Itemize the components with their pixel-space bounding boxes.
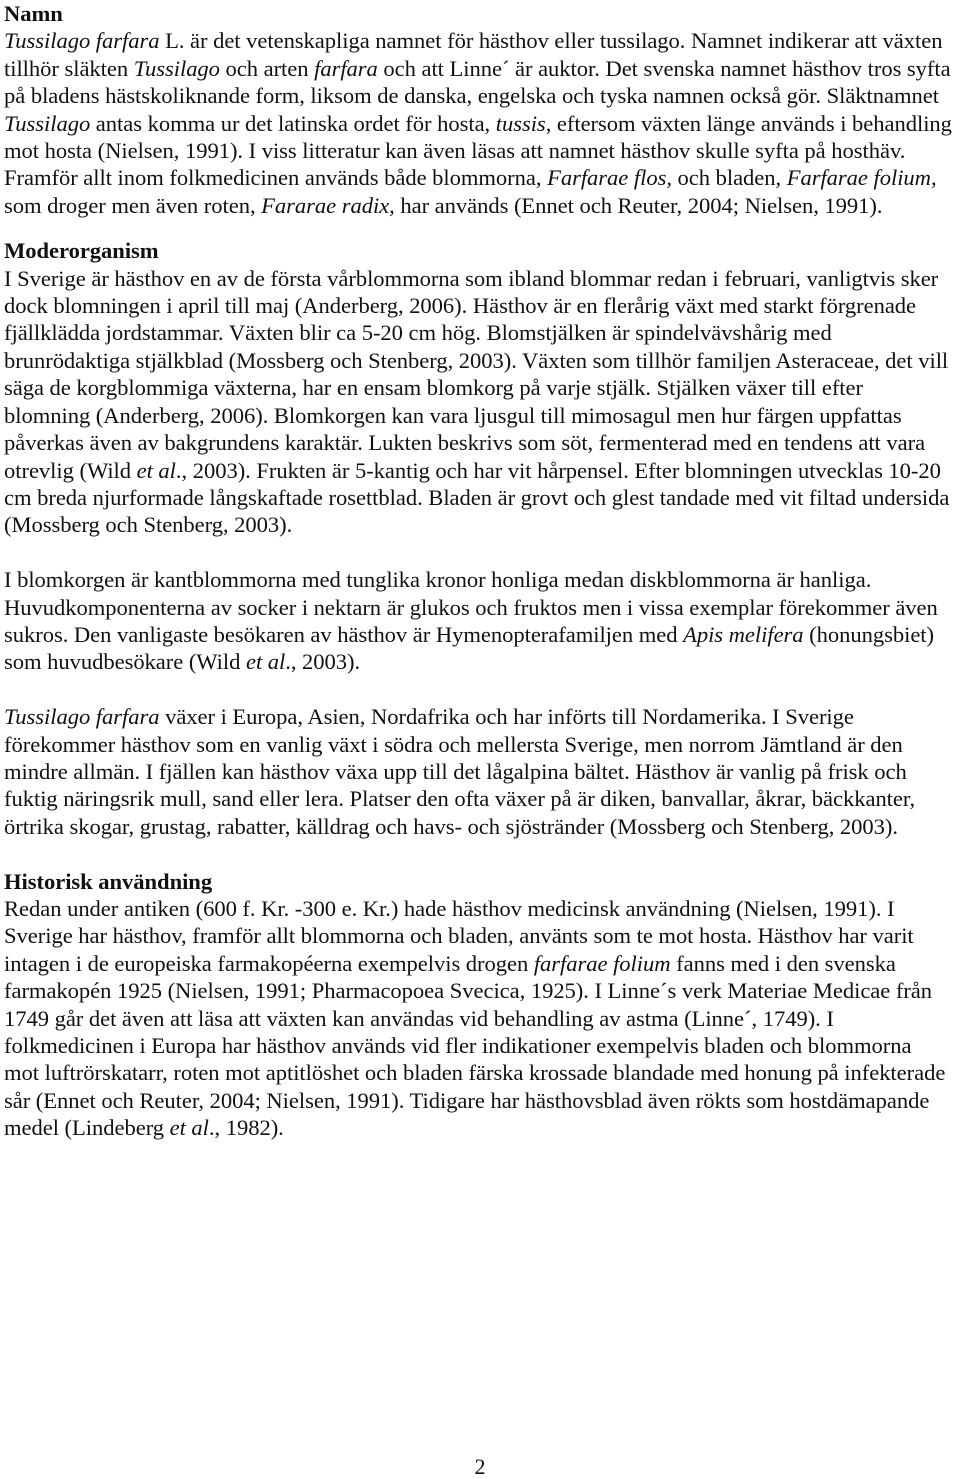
heading-moderorganism: Moderorganism [4,238,159,264]
paragraph-spacer [4,676,952,703]
text-run: antas komma ur det latinska ordet för hosta, [90,110,496,136]
text-run: ., 2003). [285,649,361,675]
text-run: och att Linne´ är auktor. Det svenska namnet hästhov tros syfta på bladens hästskoliknande form, liksom de danska, engelska och tyska namnen också gör. Släktnamnet [4,55,951,109]
text-run: fanns med i den svenska farmakopén 1925 (Nielsen, 1991; Pharmacopoea Svecica, 1925). I Linne´s verk Materiae Medicae från 1749 går det även att läsa att växten kan användas vid behandling av astma (Linne´, 1749). I folkmedicinen i Europa har hästhov används vid fler indikationer exempelvis bladen och blommorna mot luftrörskatarr, roten mot aptitlöshet och bladen färska krossade blandade med honung på infekterade sår (Ennet och Reuter, 2004; Nielsen, 1991). Tidigare har hästhovsblad även rökts som hostdämapande medel (Lindeberg [4,950,946,1141]
italic-text-run: et al [169,1115,209,1141]
italic-text-run: Tussilago farfara [4,28,160,54]
text-run: ., 1982). [208,1115,284,1141]
section-blomkorg [4,566,952,676]
text-run: I Sverige är hästhov en av de första vårblommorna som ibland blommar redan i februari, vanligtvis sker dock blomningen i april till maj (Anderberg, 2006). Hästhov är en flerårig växt med starkt förgrenade fjällklädda jordstammar. Växten blir ca 5-20 cm hög. Blomstjälken är spindelvävshårig med brunrödaktiga stjälkblad (Mossberg och Stenberg, 2003). Växten som tillhör familjen Asteraceae, det vill säga de korgblommiga växterna, har en ensam blomkorg på varje stjälk. Stjälken växer till efter blomning (Anderberg, 2006). Blomkorgen kan vara ljusgul till mimosagul men hur färgen uppfattas påverkas även av bakgrundens karaktär. Lukten beskrivs som söt, fermenterad med en tendens att vara otrevlig (Wild [4,265,949,483]
text-run: L. är det vetenskapliga namnet för hästhov eller tussilago. Namnet indikerar att växten tillhör släkten [4,28,943,81]
document-body [4,0,952,1142]
italic-text-run: et al [136,457,176,483]
paragraph-moderorganism [4,265,952,539]
italic-text-run: farfarae folium [533,950,671,976]
text-run: och arten [219,55,315,81]
text-run: och bladen, [671,165,787,191]
paragraph-spacer [4,219,952,237]
italic-text-run: Tussilago farfara [4,704,160,730]
text-run: , som droger men även roten, [4,165,937,218]
paragraph-namn [4,27,952,219]
section-historisk [4,868,952,1142]
text-run: Redan under antiken (600 f. Kr. -300 e. Kr.) hade hästhov medicinsk användning (Nielsen, 1991). I Sverige har hästhov, framför allt blommorna och bladen, använts som te mot hosta. Hästhov har varit intagen i de europeiska farmakopéerna exempelvis drogen [4,895,914,976]
italic-text-run: Farfarae flos, [547,165,672,191]
page-number: 2 [474,1454,486,1479]
section-namn [4,0,952,219]
heading-historisk: Historisk användning [4,868,213,894]
italic-text-run: Tussilago [4,110,91,136]
text-run: I blomkorgen är kantblommorna med tunglika kronor honliga medan diskblommorna är hanliga. Huvudkomponenterna av socker i nektarn är glukos och fruktos men i vissa exemplar förekommer även sukros. Den vanligaste besökaren av hästhov är Hymenopterafamiljen med [4,567,938,647]
paragraph-utbredning [4,703,952,840]
italic-text-run: tussis [495,110,546,136]
heading-namn: Namn [4,1,63,26]
paragraph-spacer [4,539,952,566]
text-run: har används (Ennet och Reuter, 2004; Nielsen, 1991). [394,192,883,218]
paragraph-historisk [4,895,952,1142]
text-run: växer i Europa, Asien, Nordafrika och har införts till Nordamerika. I Sverige förekommer hästhov som en vanlig växt i södra och mellersta Sverige, men norrom Jämtland är den mindre allmän. I fjällen kan hästhov växa upp till det lågalpina bältet. Hästhov är vanlig på frisk och fuktig näringsrik mull, sand eller lera. Platser den ofta växer på är diken, banvallar, åkrar, bäckkanter, örtrika skogar, grustag, rabatter, källdrag och havs- och sjöstränder (Mossberg och Stenberg, 2003). [4,704,916,839]
paragraph-spacer [4,840,952,867]
italic-text-run: Farfarae folium [786,165,931,191]
italic-text-run: et al [245,649,286,675]
italic-text-run: farfara [314,55,378,81]
paragraph-blomkorg [4,566,952,676]
italic-text-run: Fararae radix, [261,192,395,218]
text-run: , eftersom växten länge används i behandling mot hosta (Nielsen, 1991). I viss litteratur kan även läsas att namnet hästhov skulle syfta på hosthäv. Framför allt inom folkmedicinen används både blommorna, [4,110,952,191]
italic-text-run: Tussilago [133,55,220,81]
section-utbredning [4,703,952,840]
italic-text-run: Apis melifera [683,621,804,647]
section-moderorganism [4,237,952,538]
text-run: (honungsbiet) som huvudbesökare (Wild [4,621,934,675]
text-run: ., 2003). Frukten är 5-kantig och har vit hårpensel. Efter blomningen utvecklas 10-20 cm breda njurformade långskaftade rosettblad. Bladen är grovt och glest tandade med vit filtad undersida (Mossberg och Stenberg, 2003). [4,457,950,538]
